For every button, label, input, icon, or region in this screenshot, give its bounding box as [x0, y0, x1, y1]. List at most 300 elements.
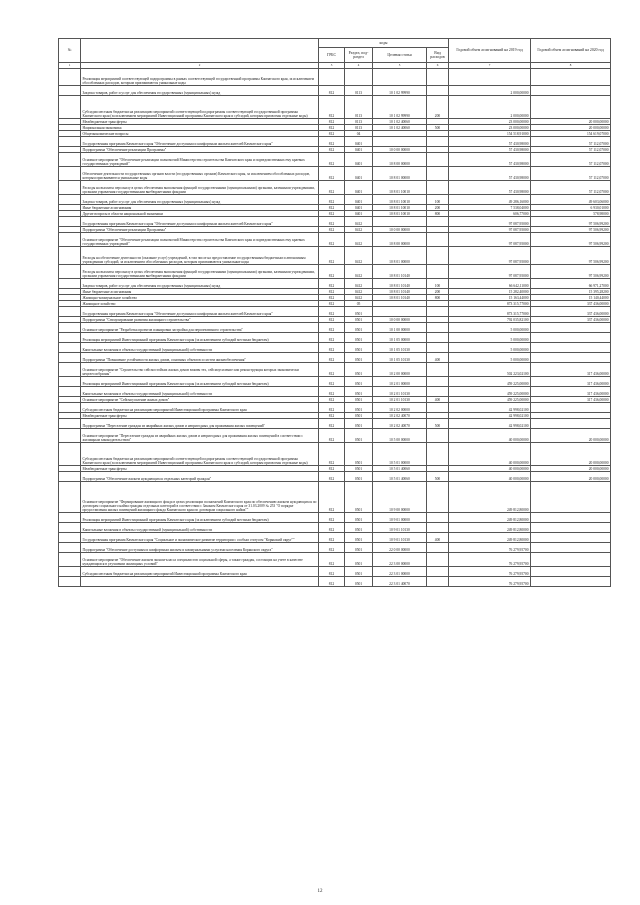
row-num-cell — [59, 363, 81, 377]
amount-2019-cell: 15 282,40000 — [449, 289, 531, 295]
table-row — [59, 307, 611, 317]
amount-2020-cell — [531, 533, 611, 543]
grbs-cell: 812 — [319, 577, 345, 587]
item-name-cell: Другие вопросы в области национальной экономики — [81, 211, 319, 217]
item-name-cell: Подпрограмма "Обеспечение жильем нуждающихся отдельных категорий граждан" — [81, 472, 319, 482]
type-cell — [427, 377, 449, 387]
col-number: 8 — [531, 63, 611, 69]
amount-2019-cell: 249 812,80000 — [449, 482, 531, 513]
target-cell: 10 5 01 40060 — [373, 466, 427, 472]
target-cell: 22 3 01 40070 — [373, 577, 427, 587]
row-num-cell — [59, 353, 81, 363]
grbs-cell: 812 — [319, 553, 345, 567]
table-body — [59, 69, 611, 587]
amount-2020-cell — [531, 482, 611, 513]
row-num-cell — [59, 279, 81, 289]
item-name-cell: Основное мероприятие "Обеспечение реализации полномочий Министерства строительства Камчатского края и подведомственных ему краевых государственных учреждений" — [81, 233, 319, 247]
amount-2020-cell: 20 000,00000 — [531, 125, 611, 131]
item-name-cell: Национальная экономика — [81, 125, 319, 131]
section-cell: 0501 — [345, 482, 373, 513]
section-cell: 0501 — [345, 307, 373, 317]
target-cell: 10 8 01 10140 — [373, 279, 427, 289]
grbs-cell: 812 — [319, 443, 345, 466]
section-cell: 0501 — [345, 523, 373, 533]
amount-2020-cell — [531, 513, 611, 523]
row-num-cell — [59, 96, 81, 119]
grbs-cell: 812 — [319, 472, 345, 482]
row-num-cell — [59, 567, 81, 577]
target-cell: 10 2 02 40070 — [373, 419, 427, 429]
type-cell: 800 — [427, 211, 449, 217]
row-num-cell — [59, 153, 81, 167]
target-cell: 10 2 02 00000 — [373, 403, 427, 413]
grbs-cell: 812 — [319, 301, 345, 307]
grbs-cell: 812 — [319, 131, 345, 137]
item-name-cell: Субсидии местным бюджетам на реализацию мероприятий Инвестиционной программы Камчатского края — [81, 567, 319, 577]
type-cell — [427, 307, 449, 317]
table-row — [59, 553, 611, 567]
row-num-cell — [59, 403, 81, 413]
amount-2020-cell: 15 140,44000 — [531, 295, 611, 301]
section-cell: 0501 — [345, 472, 373, 482]
item-name-cell: Основное мероприятие "Сейсмоусиление жилых домов" — [81, 397, 319, 403]
item-name-cell: Расходы на выплаты персоналу в целях обеспечения выполнения функций государственными (муниципальными) органами, казенными учреждениями, органами управления государственными внебюджетными фондами — [81, 265, 319, 279]
amount-2019-cell: 249 812,80000 — [449, 523, 531, 533]
target-cell: 10 8 01 10140 — [373, 289, 427, 295]
table-row — [59, 523, 611, 533]
table-row — [59, 265, 611, 279]
section-cell: 0401 — [345, 181, 373, 195]
type-cell — [427, 233, 449, 247]
target-cell: 10 9 01 10130 — [373, 523, 427, 533]
table-row — [59, 363, 611, 377]
budget-table — [58, 38, 611, 587]
row-num-cell — [59, 343, 81, 353]
target-cell: 10 0 00 00000 — [373, 227, 427, 233]
section-cell — [345, 69, 373, 86]
type-cell — [427, 153, 449, 167]
section-cell: 0501 — [345, 343, 373, 353]
col-number: 1 — [59, 63, 81, 69]
amount-2020-cell — [531, 353, 611, 363]
item-name-cell — [81, 577, 319, 587]
target-cell: 10 8 01 10010 — [373, 205, 427, 211]
section-cell: 0501 — [345, 513, 373, 523]
amount-2020-cell: 317 436,00000 — [531, 397, 611, 403]
grbs-cell: 812 — [319, 289, 345, 295]
page-number: 12 — [317, 889, 323, 894]
section-cell: 0412 — [345, 247, 373, 265]
grbs-cell: 812 — [319, 211, 345, 217]
section-cell: 0501 — [345, 577, 373, 587]
header-target: Целевая статья — [373, 48, 427, 63]
target-cell — [373, 217, 427, 227]
row-num-cell — [59, 69, 81, 86]
grbs-cell: 812 — [319, 205, 345, 211]
section-cell: 0401 — [345, 137, 373, 147]
amount-2020-cell: 57 112,07000 — [531, 137, 611, 147]
col-number: 7 — [449, 63, 531, 69]
target-cell: 10 0 00 00000 — [373, 147, 427, 153]
table-row — [59, 343, 611, 353]
amount-2020-cell: 97 506,99200 — [531, 227, 611, 233]
table-row — [59, 333, 611, 343]
amount-2019-cell: 5 000,00000 — [449, 343, 531, 353]
grbs-cell: 812 — [319, 247, 345, 265]
grbs-cell: 812 — [319, 147, 345, 153]
target-cell: 10 1 05 10130 — [373, 353, 427, 363]
grbs-cell: 812 — [319, 533, 345, 543]
row-num-cell — [59, 553, 81, 567]
item-name-cell: Основное мероприятие "Обеспечение жильем эконом-класса специалистов социальной сферы, а также граждан, состоящих на учете в качестве нуждающихся в улучшении жилищных условий" — [81, 553, 319, 567]
grbs-cell: 812 — [319, 153, 345, 167]
table-row — [59, 247, 611, 265]
amount-2019-cell — [449, 69, 531, 86]
amount-2020-cell — [531, 343, 611, 353]
table-row — [59, 387, 611, 397]
grbs-cell: 812 — [319, 403, 345, 413]
amount-2019-cell: 76 279,95700 — [449, 543, 531, 553]
budget-document — [58, 38, 610, 587]
grbs-cell: 812 — [319, 397, 345, 403]
type-cell — [427, 137, 449, 147]
table-row — [59, 419, 611, 429]
type-cell: 200 — [427, 96, 449, 119]
table-row — [59, 233, 611, 247]
section-cell: 0501 — [345, 333, 373, 343]
amount-2020-cell: 66 971,27000 — [531, 279, 611, 289]
amount-2019-cell: 40 000,00000 — [449, 472, 531, 482]
row-num-cell — [59, 233, 81, 247]
table-row — [59, 403, 611, 413]
type-cell: 400 — [427, 397, 449, 403]
target-cell: 10 1 05 00000 — [373, 333, 427, 343]
type-cell: 500 — [427, 419, 449, 429]
row-num-cell — [59, 443, 81, 466]
row-num-cell — [59, 387, 81, 397]
target-cell: 22 0 00 00000 — [373, 543, 427, 553]
amount-2019-cell: 57 430,98000 — [449, 167, 531, 181]
item-name-cell: Капитальные вложения в объекты государственной (муниципальной) собственности — [81, 387, 319, 397]
target-cell: 22 3 01 00000 — [373, 567, 427, 577]
type-cell — [427, 323, 449, 333]
grbs-cell: 812 — [319, 96, 345, 119]
type-cell — [427, 523, 449, 533]
header-num: № — [59, 39, 81, 63]
item-name-cell: Подпрограмма "Обеспечение реализации Программы" — [81, 227, 319, 233]
section-cell: 0501 — [345, 533, 373, 543]
table-row — [59, 167, 611, 181]
section-cell: 0501 — [345, 323, 373, 333]
section-cell: 0412 — [345, 233, 373, 247]
type-cell: 400 — [427, 533, 449, 543]
grbs-cell: 812 — [319, 419, 345, 429]
target-cell: 10 1 00 00000 — [373, 323, 427, 333]
header-section: Раздел, под-раздел — [345, 48, 373, 63]
table-row — [59, 96, 611, 119]
amount-2019-cell: 792 035,82100 — [449, 317, 531, 323]
item-name-cell: Межбюджетные трансферты — [81, 413, 319, 419]
type-cell: 100 — [427, 279, 449, 289]
item-name-cell: Основное мероприятие "Обеспечение реализации полномочий Министерства строительства Камчатского края и подведомственных ему краевых государственных учреждений" — [81, 153, 319, 167]
amount-2020-cell: 57 112,07000 — [531, 147, 611, 153]
target-cell: 10 2 02 40070 — [373, 413, 427, 419]
type-cell: 500 — [427, 472, 449, 482]
type-cell — [427, 513, 449, 523]
table-row — [59, 181, 611, 195]
amount-2020-cell: 20 000,00000 — [531, 466, 611, 472]
item-name-cell: Подпрограмма "Обеспечение реализации Программы" — [81, 147, 319, 153]
row-num-cell — [59, 86, 81, 96]
type-cell — [427, 543, 449, 553]
table-row — [59, 137, 611, 147]
type-cell: 400 — [427, 353, 449, 363]
amount-2019-cell: 459 225,00000 — [449, 377, 531, 387]
type-cell — [427, 387, 449, 397]
amount-2019-cell: 154 518,91000 — [449, 131, 531, 137]
row-num-cell — [59, 513, 81, 523]
amount-2020-cell — [531, 543, 611, 553]
row-num-cell — [59, 217, 81, 227]
amount-2020-cell — [531, 69, 611, 86]
amount-2019-cell: 15 163,44000 — [449, 295, 531, 301]
section-cell: 0401 — [345, 211, 373, 217]
target-cell: 10 5 01 00000 — [373, 443, 427, 466]
item-name-cell: Обеспечение деятельности государственных органов власти (государственных органов) Камчатского края, за исключением обособленных расходов, которым присваиваются уникальные коды — [81, 167, 319, 181]
item-name-cell: Межбюджетные трансферты — [81, 466, 319, 472]
amount-2020-cell — [531, 577, 611, 587]
item-name-cell: Реализация мероприятий Инвестиционной программы Камчатского края (за исключением субсидий местным бюджетам) — [81, 333, 319, 343]
item-name-cell: Закупка товаров, работ и услуг для обеспечения государственных (муниципальных) нужд — [81, 195, 319, 205]
grbs-cell: 812 — [319, 482, 345, 513]
type-cell — [427, 577, 449, 587]
grbs-cell: 812 — [319, 181, 345, 195]
grbs-cell: 812 — [319, 119, 345, 125]
section-cell: 0501 — [345, 377, 373, 387]
table-row — [59, 377, 611, 387]
type-cell — [427, 86, 449, 96]
section-cell: 0501 — [345, 553, 373, 567]
amount-2020-cell: 97 506,99200 — [531, 233, 611, 247]
item-name-cell: Государственная программа Камчатского края "Обеспечение доступным и комфортным жильем жителей Камчатского края" — [81, 217, 319, 227]
amount-2019-cell: 97 087,95000 — [449, 247, 531, 265]
grbs-cell: 812 — [319, 265, 345, 279]
row-num-cell — [59, 181, 81, 195]
grbs-cell: 812 — [319, 195, 345, 205]
item-name-cell: Закупка товаров, работ и услуг для обеспечения государственных (муниципальных) нужд — [81, 86, 319, 96]
amount-2019-cell: 2 000,00000 — [449, 86, 531, 96]
table-row — [59, 323, 611, 333]
amount-2020-cell — [531, 523, 611, 533]
target-cell: 10 9 00 00000 — [373, 482, 427, 513]
row-num-cell — [59, 472, 81, 482]
amount-2020-cell — [531, 553, 611, 567]
table-row — [59, 472, 611, 482]
amount-2019-cell: 57 430,98000 — [449, 153, 531, 167]
item-name-cell: Закупка товаров, работ и услуг для обеспечения государственных (муниципальных) нужд — [81, 279, 319, 289]
item-name-cell: Жилищное хозяйство — [81, 301, 319, 307]
item-name-cell: Межбюджетные трансферты — [81, 119, 319, 125]
target-cell: 10 2 01 10130 — [373, 387, 427, 397]
section-cell: 05 — [345, 301, 373, 307]
amount-2019-cell: 57 430,98000 — [449, 137, 531, 147]
item-name-cell: Реализация мероприятий соответствующей подпрограммы в рамках соответствующей государственной программы Камчатского края, за исключением обособленных расходов, которым присваиваются уникальные коды — [81, 69, 319, 86]
section-cell: 0401 — [345, 153, 373, 167]
amount-2020-cell: 337 436,00000 — [531, 317, 611, 323]
section-cell: 0501 — [345, 429, 373, 443]
row-num-cell — [59, 377, 81, 387]
table-row — [59, 443, 611, 466]
section-cell: 0501 — [345, 413, 373, 419]
amount-2019-cell: 97 087,95000 — [449, 227, 531, 233]
item-name-cell: Общеэкономические вопросы — [81, 131, 319, 137]
section-cell: 0501 — [345, 466, 373, 472]
section-cell: 0412 — [345, 289, 373, 295]
target-cell: 10 8 01 10010 — [373, 181, 427, 195]
item-name-cell: Подпрограмма "Повышение устойчивости жилых домов, основных объектов и систем жизнеобеспечения" — [81, 353, 319, 363]
target-cell: 10 8 00 00000 — [373, 153, 427, 167]
amount-2019-cell: 49 286,16000 — [449, 195, 531, 205]
section-cell: 04 — [345, 131, 373, 137]
amount-2020-cell: 20 000,00000 — [531, 472, 611, 482]
section-cell: 0412 — [345, 295, 373, 301]
grbs-cell: 812 — [319, 233, 345, 247]
amount-2020-cell: 57 112,07000 — [531, 167, 611, 181]
amount-2019-cell: 606,77000 — [449, 211, 531, 217]
section-cell: 0401 — [345, 205, 373, 211]
amount-2019-cell: 42 998,02100 — [449, 419, 531, 429]
table-row — [59, 543, 611, 553]
amount-2020-cell: 317 436,00000 — [531, 363, 611, 377]
section-cell: 0401 — [345, 195, 373, 205]
grbs-cell: 812 — [319, 307, 345, 317]
type-cell — [427, 553, 449, 567]
amount-2020-cell — [531, 96, 611, 119]
target-cell: 10 8 01 10140 — [373, 295, 427, 301]
table-row — [59, 353, 611, 363]
amount-2020-cell: 6 930,01000 — [531, 205, 611, 211]
row-num-cell — [59, 167, 81, 181]
grbs-cell: 812 — [319, 387, 345, 397]
type-cell — [427, 167, 449, 181]
item-name-cell: Подпрограмма "Переселение граждан из аварийных жилых домов и непригодных для проживания жилых помещений" — [81, 419, 319, 429]
grbs-cell: 812 — [319, 363, 345, 377]
amount-2019-cell: 5 000,00000 — [449, 323, 531, 333]
row-num-cell — [59, 247, 81, 265]
amount-2019-cell: 873 315,77000 — [449, 301, 531, 307]
grbs-cell: 812 — [319, 377, 345, 387]
header-type: Вид расходов — [427, 48, 449, 63]
section-cell: 0501 — [345, 317, 373, 323]
grbs-cell: 812 — [319, 125, 345, 131]
section-cell: 0113 — [345, 96, 373, 119]
item-name-cell: Государственная программа Камчатского края "Обеспечение доступным и комфортным жильем жителей Камчатского края" — [81, 137, 319, 147]
amount-2020-cell: 337 436,00000 — [531, 301, 611, 307]
type-cell — [427, 403, 449, 413]
grbs-cell: 812 — [319, 167, 345, 181]
row-num-cell — [59, 307, 81, 317]
type-cell — [427, 265, 449, 279]
amount-2019-cell: 502 223,02100 — [449, 363, 531, 377]
target-cell: 10 0 00 00000 — [373, 317, 427, 323]
type-cell — [427, 363, 449, 377]
grbs-cell: 812 — [319, 353, 345, 363]
item-name-cell: Государственная программа Камчатского края "Обеспечение доступным и комфортным жильем жителей Камчатского края" — [81, 307, 319, 317]
target-cell: 10 1 05 10130 — [373, 343, 427, 353]
target-cell: 10 8 01 00000 — [373, 247, 427, 265]
amount-2020-cell: 154 619,07000 — [531, 131, 611, 137]
target-cell: 22 3 00 00000 — [373, 553, 427, 567]
row-num-cell — [59, 577, 81, 587]
item-name-cell: Капитальные вложения в объекты государственной (муниципальной) собственности — [81, 343, 319, 353]
type-cell — [427, 567, 449, 577]
row-num-cell — [59, 265, 81, 279]
item-name-cell: Иные бюджетные ассигнования — [81, 289, 319, 295]
target-cell: 10 2 01 00000 — [373, 377, 427, 387]
item-name-cell: Капитальные вложения в объекты государственной (муниципальной) собственности — [81, 523, 319, 533]
target-cell: 10 9 01 10130 — [373, 533, 427, 543]
target-cell: 10 1 02 40060 — [373, 125, 427, 131]
amount-2019-cell: 873 315,77000 — [449, 307, 531, 317]
target-cell: 10 8 01 10010 — [373, 195, 427, 205]
amount-2020-cell — [531, 323, 611, 333]
section-cell: 0501 — [345, 403, 373, 413]
col-number: 4 — [345, 63, 373, 69]
grbs-cell: 812 — [319, 429, 345, 443]
section-cell: 0501 — [345, 567, 373, 577]
target-cell: 10 2 00 00000 — [373, 363, 427, 377]
amount-2019-cell: 76 279,95700 — [449, 577, 531, 587]
row-num-cell — [59, 543, 81, 553]
amount-2020-cell: 97 506,99200 — [531, 217, 611, 227]
item-name-cell: Субсидии местным бюджетам на реализацию мероприятий соответствующей подпрограммы соответствующей государственной программы Камчатского края (за исключением мероприятий Инвестиционной программы Камчатского края и субсидий, которым присвоены отдельные коды) — [81, 443, 319, 466]
col-number: 5 — [373, 63, 427, 69]
section-cell: 0401 — [345, 147, 373, 153]
amount-2020-cell — [531, 403, 611, 413]
section-cell: 0412 — [345, 279, 373, 289]
type-cell — [427, 343, 449, 353]
type-cell: 200 — [427, 205, 449, 211]
grbs-cell: 812 — [319, 279, 345, 289]
amount-2019-cell: 249 812,80000 — [449, 513, 531, 523]
amount-2019-cell: 249 812,80000 — [449, 533, 531, 543]
type-cell: 200 — [427, 289, 449, 295]
grbs-cell: 812 — [319, 513, 345, 523]
target-cell — [373, 69, 427, 86]
item-name-cell: Жилищно-коммунальное хозяйство — [81, 295, 319, 301]
table-row — [59, 69, 611, 86]
col-number: 6 — [427, 63, 449, 69]
grbs-cell: 812 — [319, 86, 345, 96]
table-row — [59, 482, 611, 513]
item-name-cell: Основное мероприятие "Разработка проектов планировки застройки для перспективного строительства" — [81, 323, 319, 333]
table-row — [59, 195, 611, 205]
row-num-cell — [59, 195, 81, 205]
grbs-cell: 812 — [319, 295, 345, 301]
section-cell: 0412 — [345, 227, 373, 233]
table-row — [59, 567, 611, 577]
amount-2020-cell: 97 506,99200 — [531, 247, 611, 265]
target-cell: 10 1 02 40060 — [373, 119, 427, 125]
target-cell: 10 9 01 00000 — [373, 513, 427, 523]
amount-2020-cell: 20 000,00000 — [531, 119, 611, 125]
type-cell: 800 — [427, 295, 449, 301]
amount-2020-cell — [531, 419, 611, 429]
section-cell: 0501 — [345, 443, 373, 466]
col-number: 2 — [81, 63, 319, 69]
table-row — [59, 86, 611, 96]
header-grbs: ГРБС — [319, 48, 345, 63]
